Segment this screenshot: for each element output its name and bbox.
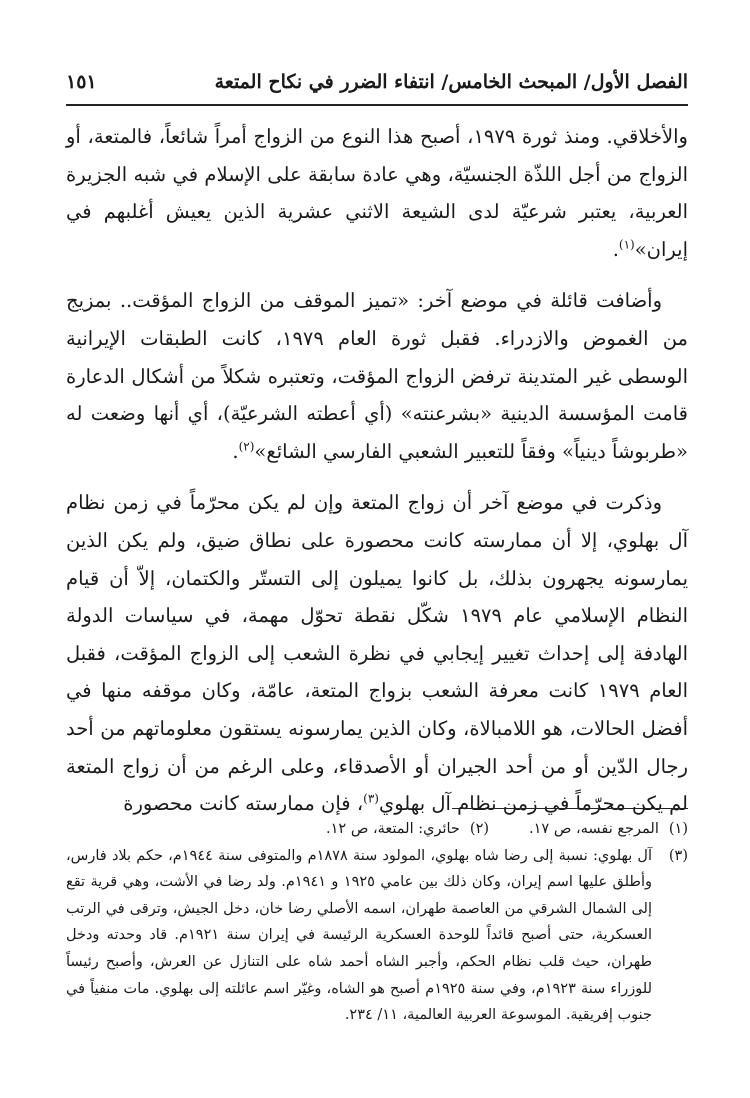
footnote-text: المرجع نفسه، ص ١٧. — [529, 821, 659, 837]
footnote-row — [66, 816, 688, 843]
footnote-text: حائري: المتعة، ص ١٢. — [326, 821, 460, 837]
paragraph-2: وأضافت قائلة في موضع آخر: «تميز الموقف من الزواج المؤقت.. بمزيج من الغموض والازدراء. فقبل ثورة العام ١٩٧٩، كانت الطبقات الإيرانية الوسطى غير المتدينة ترفض الزواج المؤقت، وتعتبره شكلاً من أشكال الدعارة قامت المؤسسة الدينية «بشرعنته» (أي أعطته الشرعيّة)، أي أنها وضعت له «طربوشاً دينياً» وفقاً للتعبير الشعبي الفارسي الشائع»$^{(٢)}$. — [66, 289, 688, 463]
footnote-ref-2: (٢) — [238, 439, 255, 454]
footnote-number: (٣) — [668, 847, 688, 864]
paragraph-3: وذكرت في موضع آخر أن زواج المتعة وإن لم يكن محرّماً في زمن نظام آل بهلوي، إلا أن ممارسته كانت محصورة على نطاق ضيق، ولم يكن الذين يمارسونه يجهرون بذلك، بل كانوا يميلون إلى التستّر والكتمان، إلاّ أن قيام النظام الإسلامي عام ١٩٧٩ شكّل نقطة تحوّل مهمة، في سياسات الدولة الهادفة إلى إحداث تغيير إيجابي في نظرة الشعب إلى الزواج المؤقت، فقبل العام ١٩٧٩ كانت معرفة الشعب بزواج المتعة، عامّة، وكان موقفه منها في أفضل الحالات، هو اللامبالاة، وكان الذين يمارسونه يستقون معلوماتهم من أحد رجال الدّين أو من أحد الجيران أو الأصدقاء، وعلى الرغم من أن زواج المتعة لم يكن محرّماً في زمن نظام آل بهلوي$^{(٣)}$، فإن ممارسته كانت محصورة — [66, 491, 688, 816]
footnote-ref-1: (١) — [618, 237, 635, 252]
footnote-text: آل بهلوي: نسبة إلى رضا شاه بهلوي، المولود سنة ١٨٧٨م والمتوفى سنة ١٩٤٤م، حكم بلاد فارس، وأطلق عليها اسم إيران، وكان ذلك بين عامي ١٩٢٥ و ١٩٤١م. ولد رضا في الأشت، وهي قرية تقع إلى الشمال الشرقي من العاصمة طهران، اسمه الأصلي رضا خان، دخل الجيش، وترقى في الرتب العسكرية، حتى أصبح قائداً للوحدة العسكرية الرئيسة في إيران سنة ١٩٢١م. قاد وحدته ودخل طهران، حيث قلب نظام الحكم، وأجبر الشاه أحمد شاه على التنازل عن العرش، وأصبح رئيساً للوزراء سنة ١٩٢٣م، وفي سنة ١٩٢٥م أصبح هو الشاه، وغيّر اسم عائلته إلى بهلوي. مات منفياً في جنوب إفريقية. الموسوعة العربية العالمية، ١١/ ٢٣٤. — [66, 847, 652, 1024]
footnote-3 — [66, 843, 688, 1029]
footnote-1 — [529, 816, 688, 843]
page-number: ١٥١ — [66, 71, 97, 93]
header-divider — [66, 104, 688, 106]
footnote-divider — [452, 808, 688, 809]
running-title: الفصل الأول/ المبحث الخامس/ انتفاء الضرر في نكاح المتعة — [214, 71, 688, 93]
page-header — [66, 62, 688, 102]
paragraph-1: والأخلاقي. ومنذ ثورة ١٩٧٩، أصبح هذا النوع من الزواج أمراً شائعاً، فالمتعة، أو الزواج من أجل اللذّة الجنسيّة، وهي عادة سابقة على الإسلام في شبه الجزيرة العربية، يعتبر شرعيّة لدى الشيعة الاثني عشرية الذين يعيش أغلبهم في إيران»$^{(١)}$. — [66, 125, 688, 261]
footnote-number: (١) — [668, 821, 688, 837]
footnote-ref-3: (٣) — [363, 791, 379, 806]
main-text — [66, 118, 688, 837]
footnotes — [66, 816, 688, 1029]
footnote-2 — [326, 816, 489, 843]
footnote-number: (٢) — [469, 821, 490, 837]
